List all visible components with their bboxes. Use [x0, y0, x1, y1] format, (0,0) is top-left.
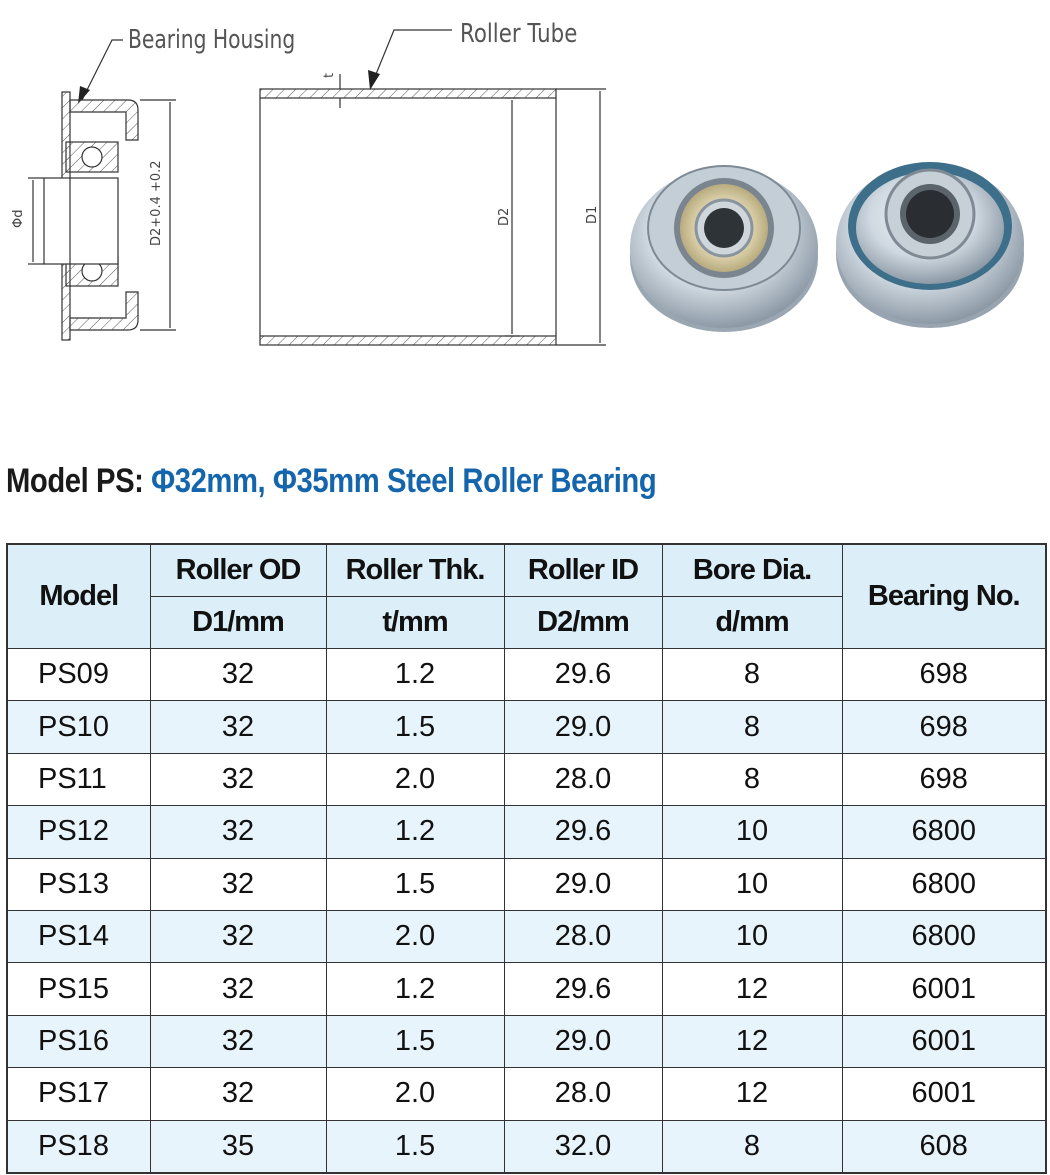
bearing-photo-shielded: [630, 166, 818, 332]
header-roller-od: Roller OD: [150, 544, 326, 597]
cell-bearing-no: 6001: [842, 1015, 1046, 1067]
cell-roller-thk: 1.5: [326, 1120, 504, 1173]
cell-bore-dia: 12: [662, 1015, 842, 1067]
roller-tube-section: [260, 74, 606, 345]
cell-bearing-no: 698: [842, 701, 1046, 753]
bearing-photo-open: [836, 162, 1024, 328]
cell-roller-id: 29.6: [504, 649, 662, 701]
cell-roller-thk: 1.5: [326, 701, 504, 753]
bore-dimension-label: Φd: [11, 209, 26, 228]
cell-bearing-no: 6001: [842, 1068, 1046, 1120]
table-row: [7, 858, 1046, 910]
table-row: [7, 649, 1046, 701]
cell-roller-thk: 1.5: [326, 858, 504, 910]
cell-roller-od: 32: [150, 806, 326, 858]
cell-roller-id: 28.0: [504, 1068, 662, 1120]
cell-roller-od: 35: [150, 1120, 326, 1173]
cell-roller-od: 32: [150, 753, 326, 805]
cell-roller-thk: 2.0: [326, 1068, 504, 1120]
header-bearing-no: Bearing No.: [842, 544, 1046, 649]
cell-roller-id: 28.0: [504, 753, 662, 805]
cell-model: PS10: [7, 701, 150, 753]
bearing-housing-label: Bearing Housing: [127, 24, 296, 55]
cell-bearing-no: 6800: [842, 858, 1046, 910]
header-model: Model: [7, 544, 150, 649]
cell-roller-thk: 1.5: [326, 1015, 504, 1067]
title-suffix: Φ32mm, Φ35mm Steel Roller Bearing: [151, 462, 657, 500]
header-bore-dia: Bore Dia.: [662, 544, 842, 597]
cell-bearing-no: 6800: [842, 806, 1046, 858]
cell-roller-thk: 1.2: [326, 806, 504, 858]
cell-bore-dia: 12: [662, 963, 842, 1015]
cell-roller-od: 32: [150, 1015, 326, 1067]
technical-drawing: [0, 0, 1050, 400]
cell-bearing-no: 698: [842, 753, 1046, 805]
cell-roller-id: 29.0: [504, 858, 662, 910]
table-row: [7, 701, 1046, 753]
cell-roller-od: 32: [150, 910, 326, 962]
header-roller-id: Roller ID: [504, 544, 662, 597]
header-roller-thk-unit: t/mm: [326, 597, 504, 649]
roller-tube-label: Roller Tube: [460, 17, 578, 49]
cell-roller-od: 32: [150, 701, 326, 753]
header-roller-thk: Roller Thk.: [326, 544, 504, 597]
title-prefix: Model PS:: [6, 462, 144, 500]
cell-bore-dia: 8: [662, 701, 842, 753]
cell-model: PS16: [7, 1015, 150, 1067]
cell-roller-thk: 2.0: [326, 753, 504, 805]
cell-bearing-no: 698: [842, 649, 1046, 701]
header-roller-od-unit: D1/mm: [150, 597, 326, 649]
cell-bore-dia: 8: [662, 753, 842, 805]
cell-roller-thk: 1.2: [326, 963, 504, 1015]
table-row: [7, 963, 1046, 1015]
cell-model: PS11: [7, 753, 150, 805]
roller-tube-callout: [368, 18, 577, 90]
cell-roller-id: 28.0: [504, 910, 662, 962]
cell-bore-dia: 10: [662, 910, 842, 962]
thickness-dimension-label: t: [322, 72, 337, 78]
cell-bearing-no: 608: [842, 1120, 1046, 1173]
cell-bore-dia: 10: [662, 806, 842, 858]
cell-model: PS17: [7, 1068, 150, 1120]
cell-roller-id: 32.0: [504, 1120, 662, 1173]
table-row: [7, 910, 1046, 962]
cell-roller-od: 32: [150, 963, 326, 1015]
spec-table-body: [7, 649, 1046, 1173]
outer-dia-dimension-label: D1: [585, 205, 600, 224]
cell-model: PS12: [7, 806, 150, 858]
header-roller-id-unit: D2/mm: [504, 597, 662, 649]
cell-roller-id: 29.0: [504, 1015, 662, 1067]
table-row: [7, 1015, 1046, 1067]
cell-roller-od: 32: [150, 649, 326, 701]
inner-dia-dimension-label: D2: [497, 207, 512, 226]
cell-roller-od: 32: [150, 858, 326, 910]
cell-bore-dia: 10: [662, 858, 842, 910]
cell-roller-thk: 2.0: [326, 910, 504, 962]
cell-model: PS13: [7, 858, 150, 910]
cell-model: PS09: [7, 649, 150, 701]
cell-model: PS18: [7, 1120, 150, 1173]
cell-roller-id: 29.6: [504, 963, 662, 1015]
spec-table: [6, 543, 1047, 1174]
cell-bore-dia: 8: [662, 649, 842, 701]
table-row: [7, 753, 1046, 805]
cell-model: PS15: [7, 963, 150, 1015]
cell-bore-dia: 8: [662, 1120, 842, 1173]
housing-od-dimension-label: D2+0.4 +0.2: [149, 160, 164, 246]
cell-roller-id: 29.0: [504, 701, 662, 753]
cell-roller-id: 29.6: [504, 806, 662, 858]
table-row: [7, 806, 1046, 858]
page-title: [6, 462, 656, 501]
cell-bearing-no: 6800: [842, 910, 1046, 962]
cell-bearing-no: 6001: [842, 963, 1046, 1015]
cell-bore-dia: 12: [662, 1068, 842, 1120]
table-row: [7, 1120, 1046, 1173]
cell-roller-od: 32: [150, 1068, 326, 1120]
table-row: [7, 1068, 1046, 1120]
header-bore-dia-unit: d/mm: [662, 597, 842, 649]
cell-roller-thk: 1.2: [326, 649, 504, 701]
cell-model: PS14: [7, 910, 150, 962]
